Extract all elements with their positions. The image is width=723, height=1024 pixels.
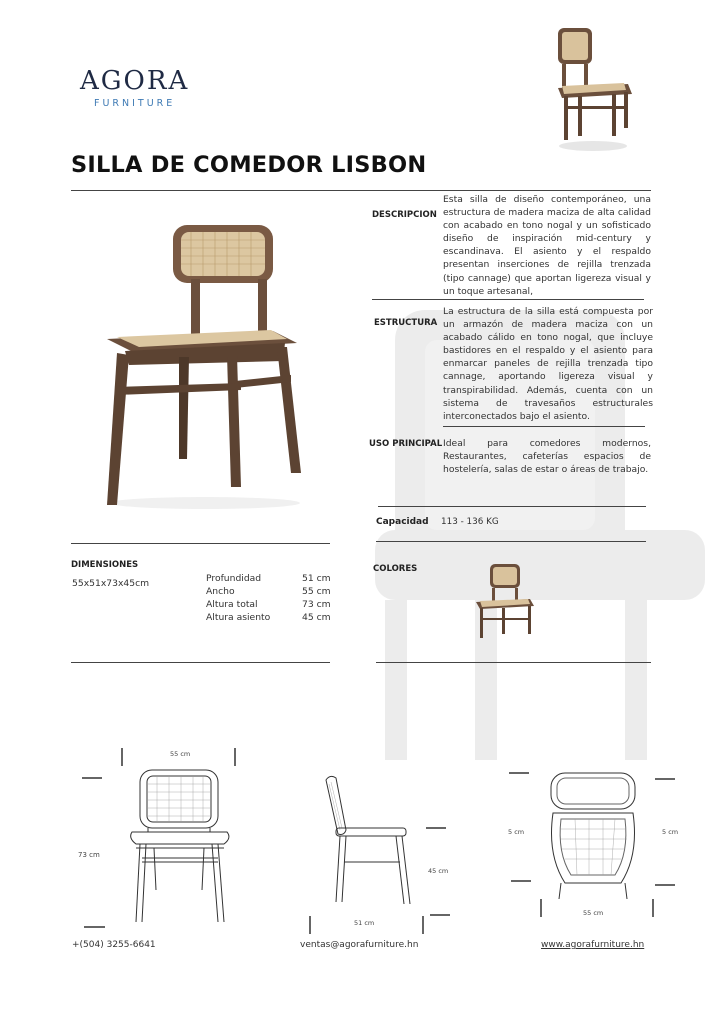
estructura-label: ESTRUCTURA [374,318,438,328]
brand-subtitle: FURNITURE [94,98,176,109]
top-right-label: 5 cm [662,828,679,836]
page-title: SILLA DE COMEDOR LISBON [71,152,427,178]
chair-thumbnail-image [548,22,638,152]
dimensiones-label: DIMENSIONES [71,560,139,570]
descripcion-text: Esta silla de diseño contemporáneo, una estructura de madera maciza de alta calidad con acabado en tono nogal y un sofisticado diseño de inspiración mid-century y escandinava. El asiento y el respaldo presentan inserciones de rejilla trenzada (tipo cannage) que aportan ligereza visual y un toque artesanal, [443,194,651,297]
capacidad-divider [376,541,646,542]
dimensiones-top-divider [71,543,330,544]
dim-row [206,572,336,585]
dim-value: 51 cm [302,573,331,584]
dimensiones-bottom-divider [71,662,330,663]
dim-value: 73 cm [302,599,331,610]
estructura-divider [443,426,645,427]
brand-logo: AGORA [80,66,190,96]
title-divider [71,190,651,191]
footer-phone: +(504) 3255-6641 [72,940,156,950]
color-swatch-chair-image [474,562,536,640]
uso-divider [378,506,646,507]
side-seat-label: 45 cm [428,867,449,875]
dim-name: Ancho [206,586,235,597]
dimensiones-table [206,572,336,624]
estructura-text: La estructura de la silla está compuesta por un armazón de madera maciza con un acabado cálido en tono nogal, que incluye bastidores en el respaldo y el asiento para enmarcar paneles de rejilla trenzada tipo cannage, aportando ligereza visual y transpirabilidad. Además, cuenta con un sistema de travesaños estructurales interconectados bajo el asiento. [443,306,653,422]
dim-row [206,611,336,624]
capacidad-label: Capacidad [376,517,429,527]
dim-value: 55 cm [302,586,331,597]
colores-divider [376,662,651,663]
uso-text: Ideal para comedores modernos, Restaurantes, cafeterías espacios de hostelería, salas de estar o áreas de trabajo. [443,438,651,476]
side-view-drawing [300,770,460,940]
colores-label: COLORES [373,564,418,574]
dim-name: Altura total [206,599,258,610]
side-depth-label: 51 cm [354,919,375,927]
footer-email[interactable]: ventas@agorafurniture.hn [300,940,419,950]
descripcion-divider [372,299,644,300]
top-width-label: 55 cm [583,909,604,917]
chair-main-image [95,215,310,515]
front-height-label: 73 cm [78,851,100,859]
dim-name: Altura asiento [206,612,271,623]
uso-label: USO PRINCIPAL [369,439,443,449]
dimensiones-summary: 55x51x73x45cm [72,578,150,589]
descripcion-label: DESCRIPCION [372,210,437,220]
top-view-drawing [505,765,685,925]
dim-row [206,598,336,611]
capacidad-value: 113 - 136 KG [441,517,499,527]
top-left-label: 5 cm [508,828,525,836]
front-view-drawing [72,740,272,935]
footer-website-link[interactable]: www.agorafurniture.hn [541,940,645,950]
dim-value: 45 cm [302,612,331,623]
dim-name: Profundidad [206,573,262,584]
dim-row [206,585,336,598]
front-width-label: 55 cm [170,750,191,758]
